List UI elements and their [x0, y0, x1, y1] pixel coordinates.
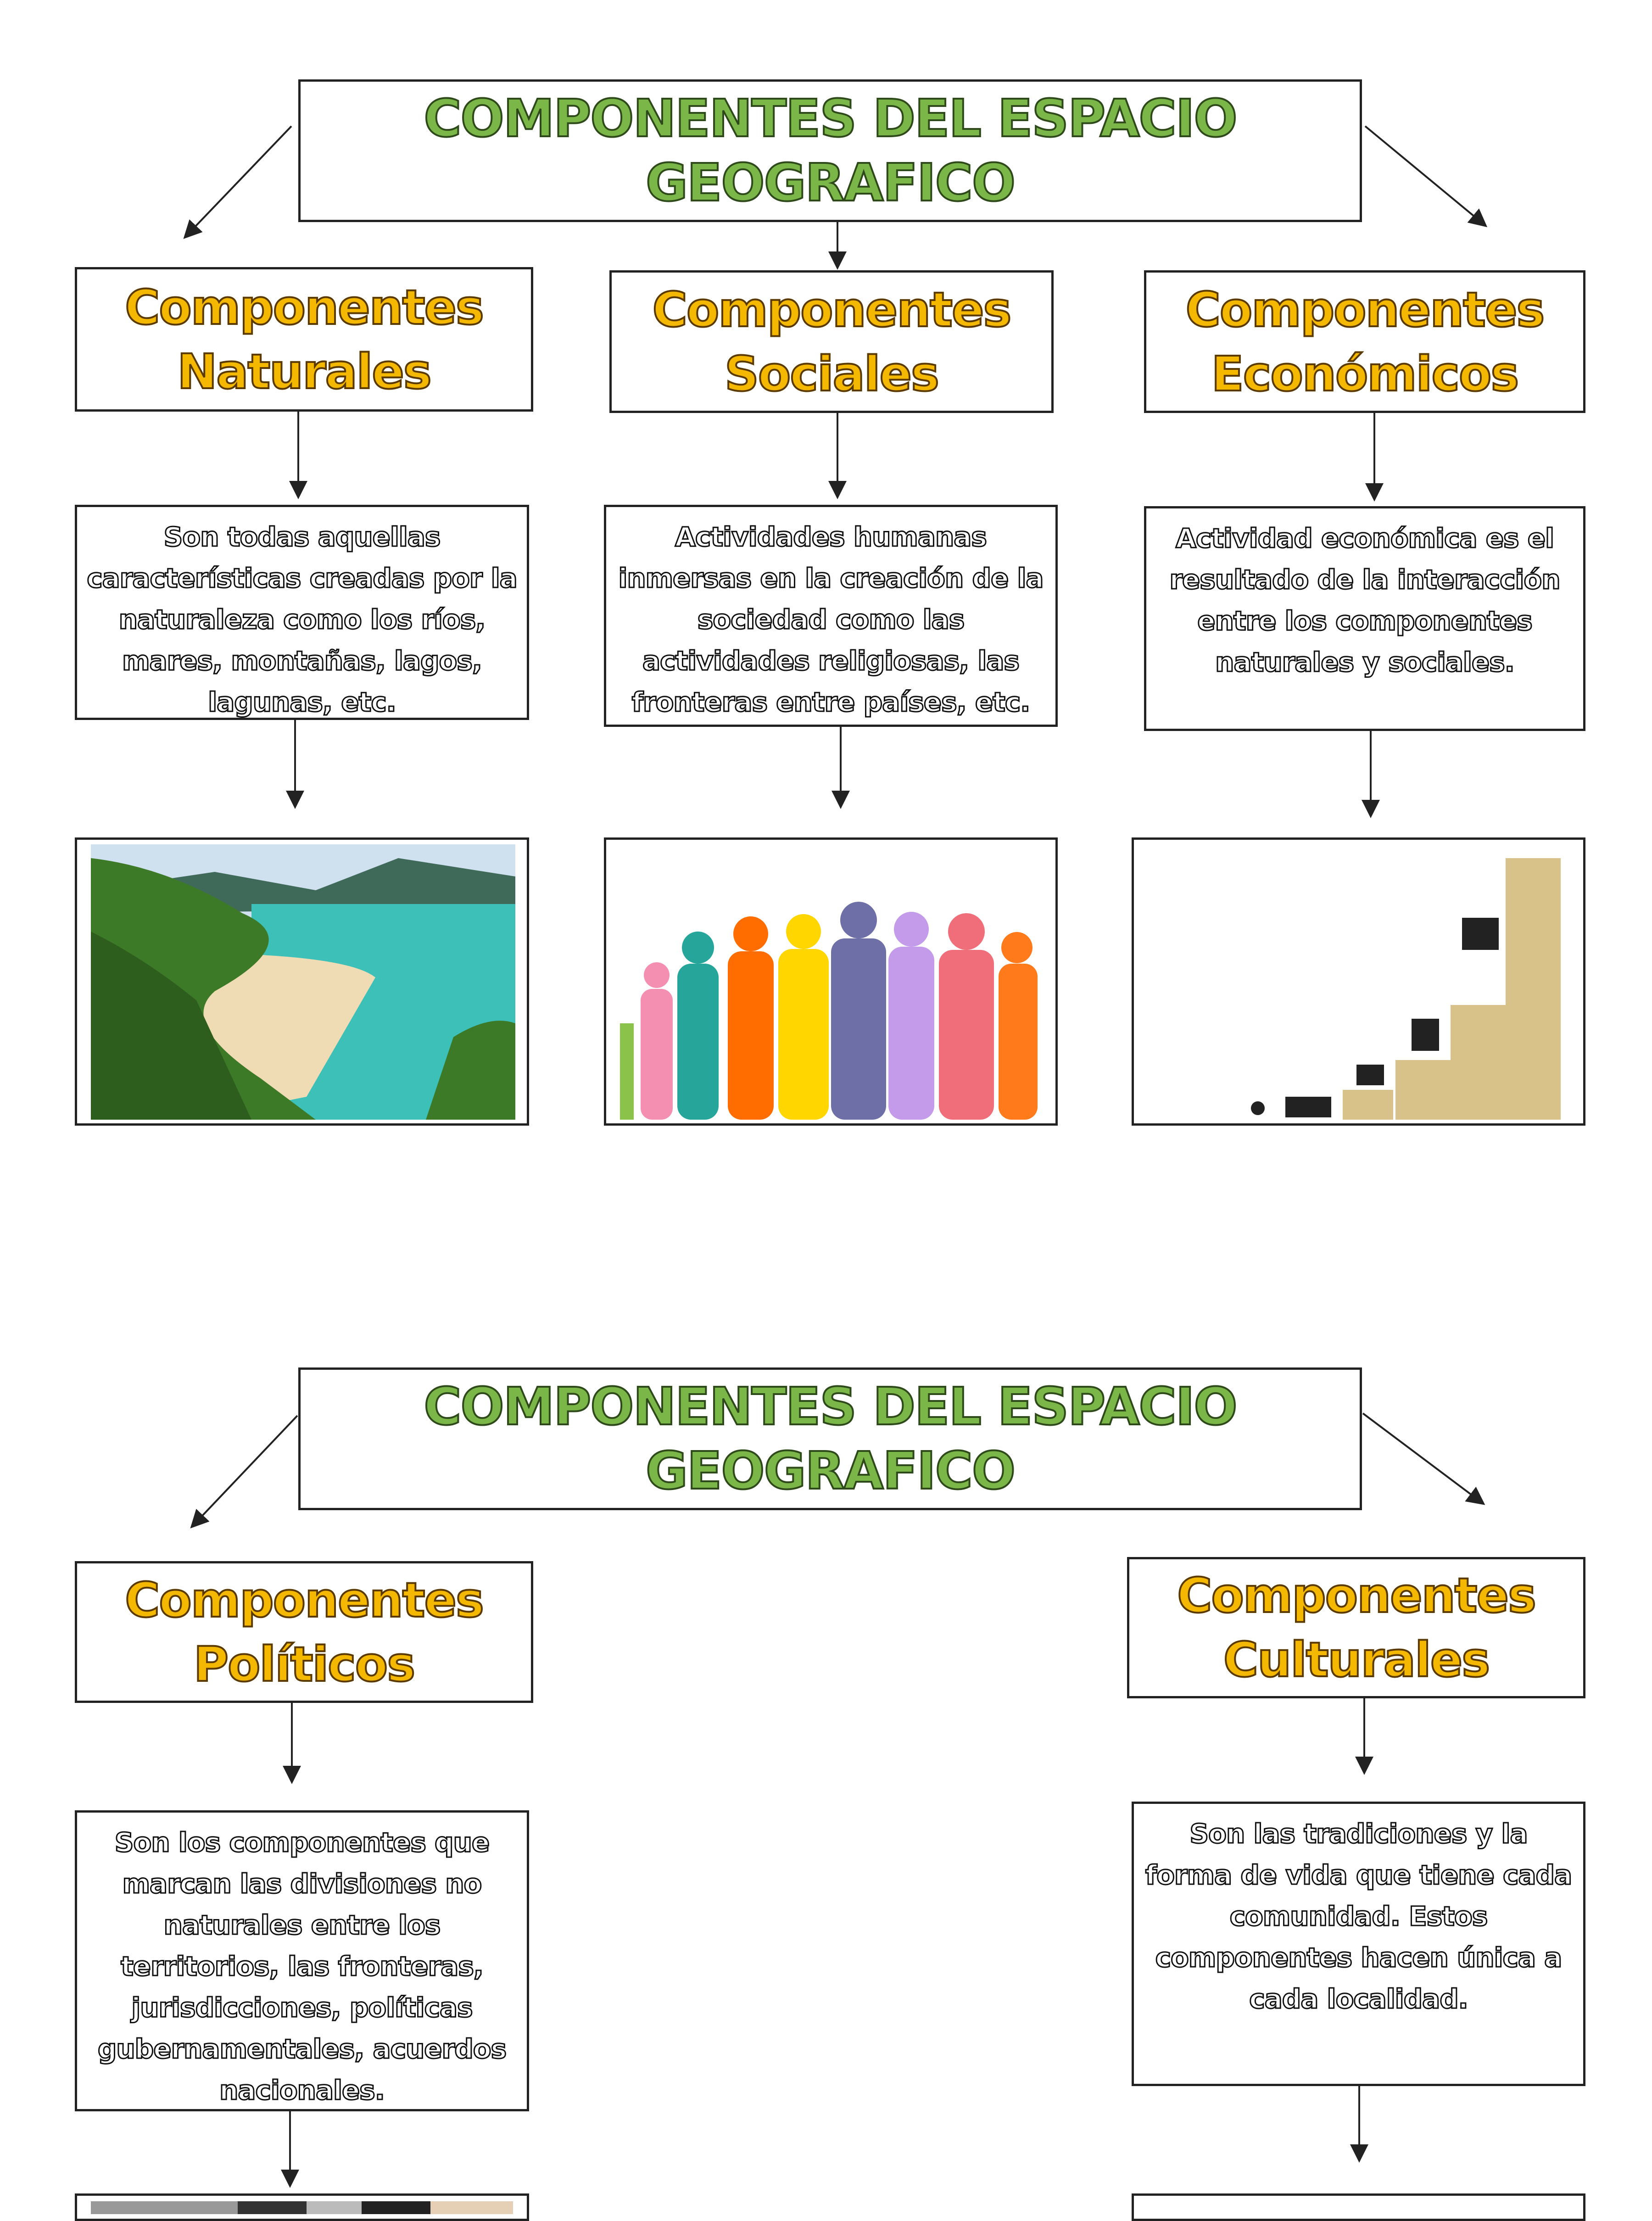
politicos-heading-line1: Componentes	[125, 1572, 483, 1628]
main-title-2-line1: COMPONENTES DEL ESPACIO	[424, 1377, 1237, 1437]
sociales-heading-line2: Sociales	[725, 346, 938, 402]
main-title-box-2	[298, 1367, 1362, 1510]
sociales-heading-box	[609, 270, 1054, 413]
economicos-description: Actividad económica es el resultado de la interacción entre los componentes naturales y sociales.	[1144, 506, 1585, 731]
politicos-image	[75, 2193, 529, 2221]
economicos-heading-line1: Componentes	[1185, 281, 1544, 338]
main-title-box	[298, 79, 1362, 222]
politicos-heading-line2: Políticos	[193, 1636, 415, 1692]
sociales-description: Actividades humanas inmersas en la creación de la sociedad como las actividades religiosas, las fronteras entre países, etc.	[604, 505, 1058, 727]
culturales-heading-box	[1127, 1557, 1585, 1698]
culturales-description: Son las tradiciones y la forma de vida que tiene cada comunidad. Estos componentes hacen única a cada localidad.	[1132, 1802, 1585, 2086]
main-title-line2: GEOGRAFICO	[645, 153, 1015, 213]
people-silhouettes-image	[604, 837, 1058, 1126]
culturales-heading-line1: Componentes	[1177, 1568, 1535, 1624]
culturales-image	[1132, 2193, 1585, 2221]
economicos-heading-line2: Económicos	[1211, 346, 1518, 402]
naturales-heading-line2: Naturales	[177, 343, 431, 400]
main-title-line1: COMPONENTES DEL ESPACIO	[424, 89, 1237, 149]
naturales-description: Son todas aquellas características creadas por la naturaleza como los ríos, mares, montañas, lagos, lagunas, etc.	[75, 505, 529, 720]
politicos-heading-box	[75, 1561, 533, 1703]
naturales-heading-line1: Componentes	[125, 279, 483, 335]
culturales-heading-line2: Culturales	[1223, 1632, 1490, 1688]
main-title-2-line2: GEOGRAFICO	[645, 1441, 1015, 1501]
beach-landscape-image	[75, 837, 529, 1126]
coin-stacks-image	[1132, 837, 1585, 1126]
politicos-description: Son los componentes que marcan las divisiones no naturales entre los territorios, las fronteras, jurisdicciones, políticas gubernamentales, acuerdos nacionales.	[75, 1810, 529, 2111]
economicos-heading-box	[1144, 270, 1585, 413]
sociales-heading-line1: Componentes	[652, 281, 1011, 338]
naturales-heading-box	[75, 267, 533, 412]
